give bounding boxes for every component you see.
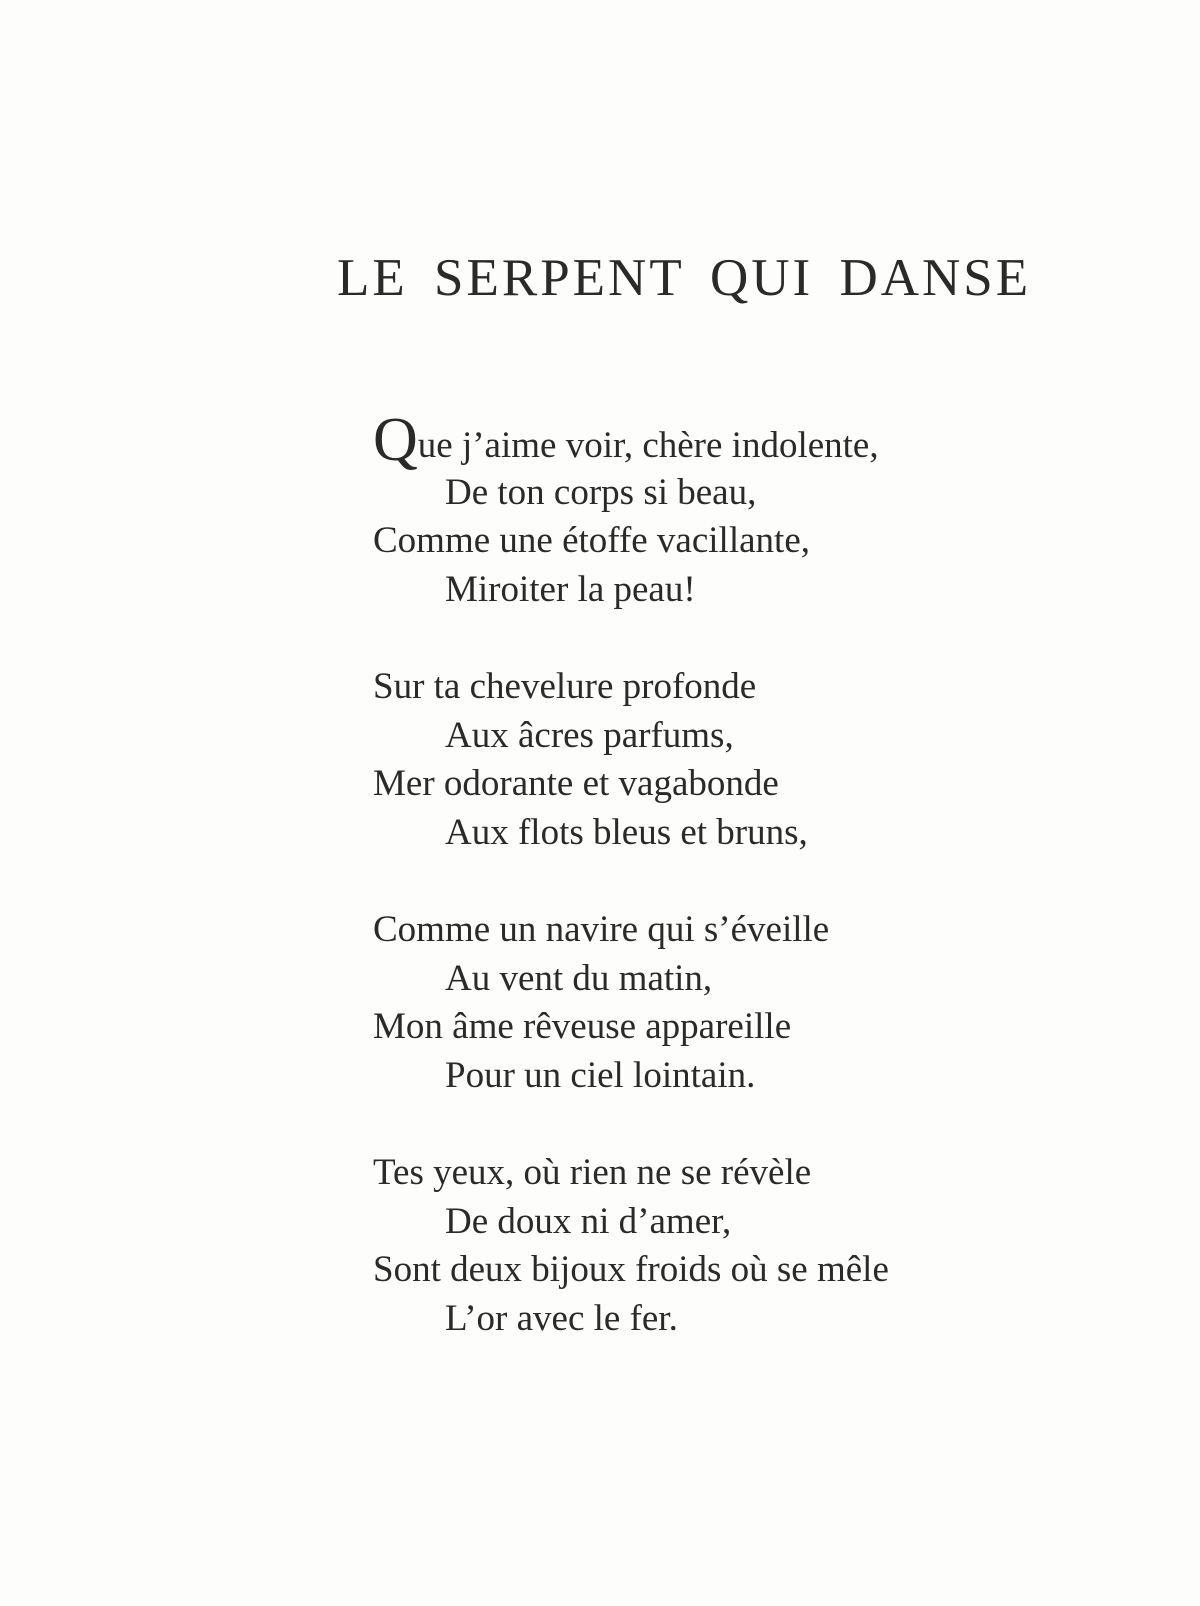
poem-line: Comme un navire qui s’éveille <box>373 909 830 950</box>
stanza-4 <box>373 1149 1013 1343</box>
poem-title: LE SERPENT QUI DANSE <box>337 249 1032 307</box>
poem-line: L’or avec le fer. <box>445 1297 678 1339</box>
poem-line: Miroiter la peau! <box>445 568 696 610</box>
stanza-2 <box>373 663 1013 857</box>
poem-line: Sont deux bijoux froids où se mêle <box>373 1249 889 1290</box>
poem-line: Comme une étoffe vacillante, <box>373 520 810 561</box>
poem-line <box>373 406 1013 474</box>
poem-line: Aux âcres parfums, <box>445 714 734 756</box>
poem-line: Mon âme rêveuse appareille <box>373 1006 792 1047</box>
drop-cap: Q <box>373 406 418 474</box>
poem-body <box>373 406 1013 1392</box>
poem-line: Au vent du matin, <box>445 957 713 999</box>
poem-line: Sur ta chevelure profonde <box>373 666 757 707</box>
poem-line: Mer odorante et vagabonde <box>373 763 779 804</box>
poem-line-text: ue j’aime voir, chère indolente, <box>417 425 879 466</box>
poem-line: De doux ni d’amer, <box>445 1200 732 1242</box>
stanza-1 <box>373 406 1013 614</box>
poem-line: Tes yeux, où rien ne se révèle <box>373 1152 812 1193</box>
stanza-3 <box>373 906 1013 1100</box>
poem-line: Aux flots bleus et bruns, <box>445 811 808 853</box>
poem-line: Pour un ciel lointain. <box>445 1054 756 1096</box>
poem-line: De ton corps si beau, <box>445 471 757 513</box>
